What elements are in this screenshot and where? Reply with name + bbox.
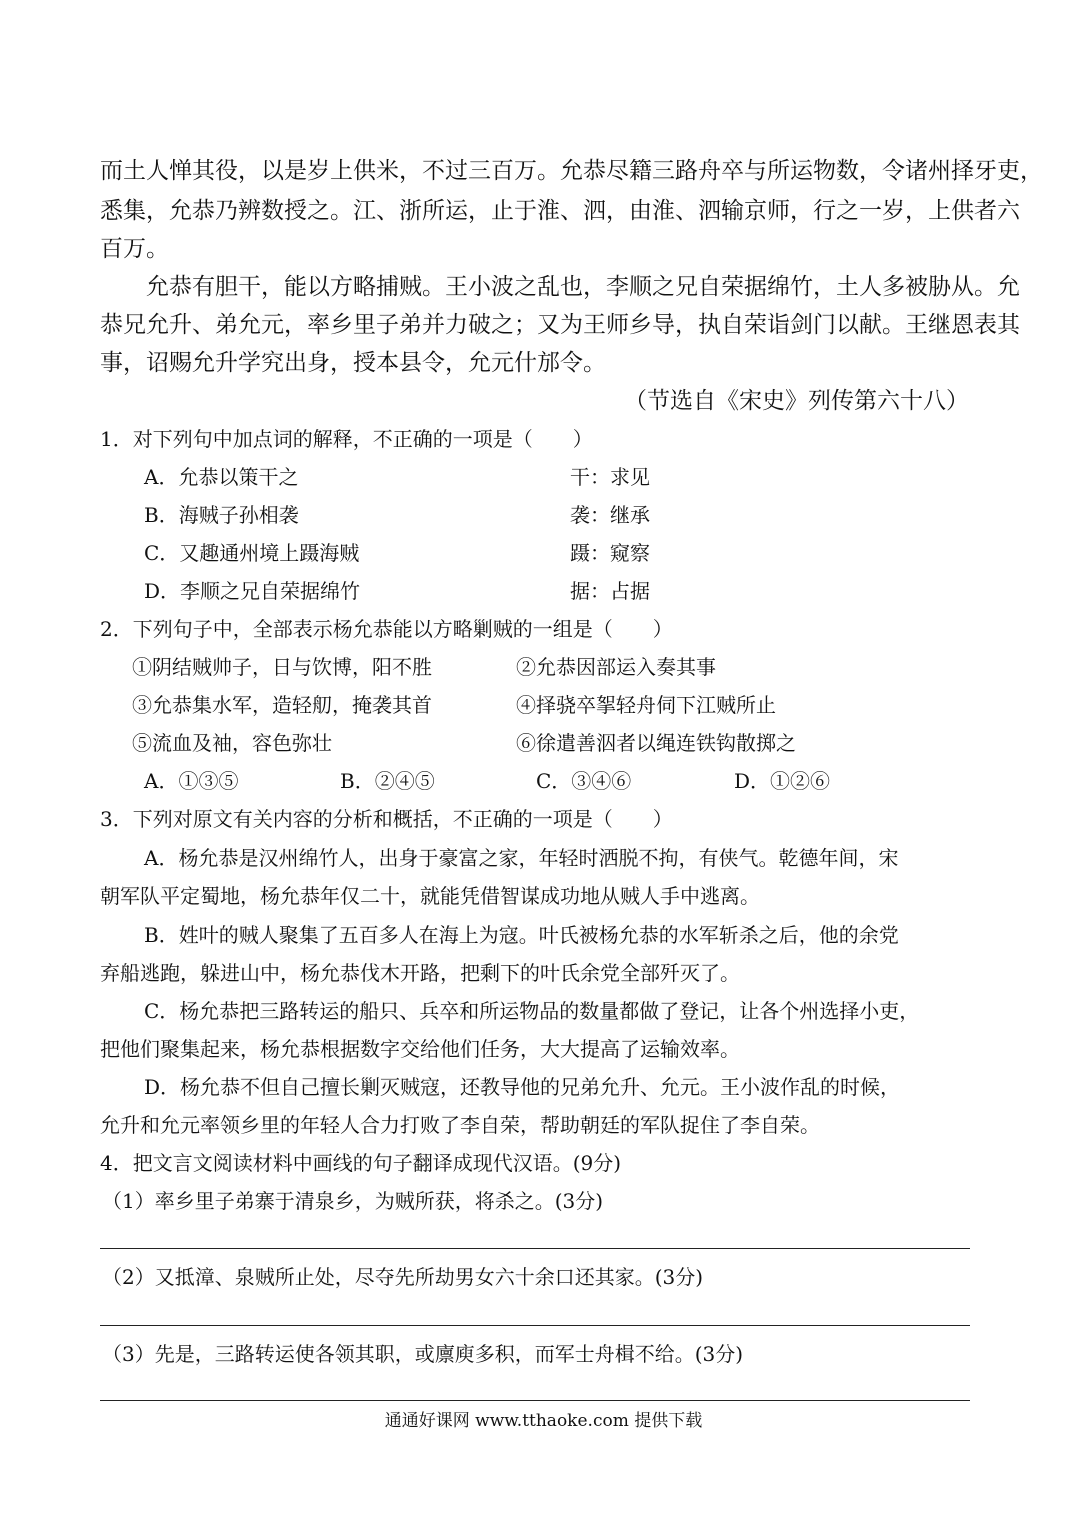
q1-option-gloss: 蹑：窥察 — [570, 541, 650, 565]
q3-option-line: 允升和允元率领乡里的年轻人合力打败了李自荣，帮助朝廷的军队捉住了李自荣。 — [100, 1113, 820, 1137]
passage-source: （节选自《宋史》列传第六十八） — [624, 388, 969, 414]
q1-option-gloss: 干：求见 — [570, 465, 650, 489]
passage-line: 事，诏赐允升学究出身，授本县令，允元什邡令。 — [100, 350, 606, 376]
passage-line: 百万。 — [100, 236, 169, 262]
q2-item: ②允恭因部运入奏其事 — [516, 655, 716, 679]
q2-item: ⑥徐遣善泅者以绳连铁钩散掷之 — [516, 731, 796, 755]
question-3-stem: 3．下列对原文有关内容的分析和概括，不正确的一项是（ ） — [100, 807, 673, 831]
q3-option-line: 朝军队平定蜀地，杨允恭年仅二十，就能凭借智谋成功地从贼人手中逃离。 — [100, 884, 760, 908]
q4-part: （2）又抵漳、泉贼所止处，尽夺先所劫男女六十余口还其家。(3分) — [102, 1265, 704, 1289]
passage-line: 恭兄允升、弟允元，率乡里子弟并力破之；又为王师乡导，执自荣诣剑门以献。王继恩表其 — [100, 312, 1020, 338]
q1-option-sentence: B．海贼子孙相袭 — [144, 503, 299, 527]
q2-item: ⑤流血及袖，容色弥壮 — [132, 731, 332, 755]
q3-option-line: A．杨允恭是汉州绵竹人，出身于豪富之家，年轻时洒脱不拘，有侠气。乾德年间，宋 — [144, 846, 899, 870]
q3-option-line: B．姓叶的贼人聚集了五百多人在海上为寇。叶氏被杨允恭的水军斩杀之后，他的余党 — [144, 923, 899, 947]
q3-option-line: D．杨允恭不但自己擅长剿灭贼寇，还教导他的兄弟允升、允元。王小波作乱的时候， — [144, 1075, 901, 1099]
q2-choice: B．②④⑤ — [340, 769, 435, 793]
question-1-stem: 1．对下列句中加点词的解释，不正确的一项是（ ） — [100, 427, 593, 451]
page-footer: 通通好课网 www.tthaoke.com 提供下载 — [384, 1411, 703, 1431]
passage-line: 而土人惮其役，以是岁上供米，不过三百万。允恭尽籍三路舟卒与所运物数，令诸州择牙吏， — [100, 158, 1043, 184]
q2-item: ④择骁卒挐轻舟伺下江贼所止 — [516, 693, 776, 717]
q2-item: ③允恭集水军，造轻舠，掩袭其首 — [132, 693, 432, 717]
question-4-stem: 4．把文言文阅读材料中画线的句子翻译成现代汉语。(9分) — [100, 1151, 622, 1175]
question-2-stem: 2．下列句子中，全部表示杨允恭能以方略剿贼的一组是（ ） — [100, 617, 673, 641]
q3-option-line: 弃船逃跑，躲进山中，杨允恭伐木开路，把剩下的叶氏余党全部歼灭了。 — [100, 961, 740, 985]
passage-line: 悉集，允恭乃辨数授之。江、浙所运，止于淮、泗，由淮、泗输京师，行之一岁，上供者六 — [100, 198, 1020, 224]
passage-line: 允恭有胆干，能以方略捕贼。王小波之乱也，李顺之兄自荣据绵竹，土人多被胁从。允 — [146, 274, 1020, 300]
answer-line[interactable] — [100, 1325, 970, 1326]
q4-part: （1）率乡里子弟寨于清泉乡，为贼所获，将杀之。(3分) — [102, 1189, 604, 1213]
q2-choice: C．③④⑥ — [536, 769, 632, 793]
answer-line[interactable] — [100, 1400, 970, 1401]
q1-option-sentence: A．允恭以策干之 — [144, 465, 299, 489]
q3-option-line: C．杨允恭把三路转运的船只、兵卒和所运物品的数量都做了登记，让各个州选择小吏， — [144, 999, 920, 1023]
q4-part: （3）先是，三路转运使各领其职，或廪庾多积，而军士舟楫不给。(3分) — [102, 1342, 744, 1366]
q2-choice: A．①③⑤ — [144, 769, 239, 793]
q2-choice: D．①②⑥ — [734, 769, 831, 793]
q2-item: ①阴结贼帅子，日与饮博，阳不胜 — [132, 655, 432, 679]
q1-option-sentence: D．李顺之兄自荣据绵竹 — [144, 579, 361, 603]
q3-option-line: 把他们聚集起来，杨允恭根据数字交给他们任务，大大提高了运输效率。 — [100, 1037, 740, 1061]
answer-line[interactable] — [100, 1248, 970, 1249]
q1-option-sentence: C．又趣通州境上蹑海贼 — [144, 541, 360, 565]
q1-option-gloss: 袭：继承 — [570, 503, 650, 527]
q1-option-gloss: 据：占据 — [570, 579, 650, 603]
